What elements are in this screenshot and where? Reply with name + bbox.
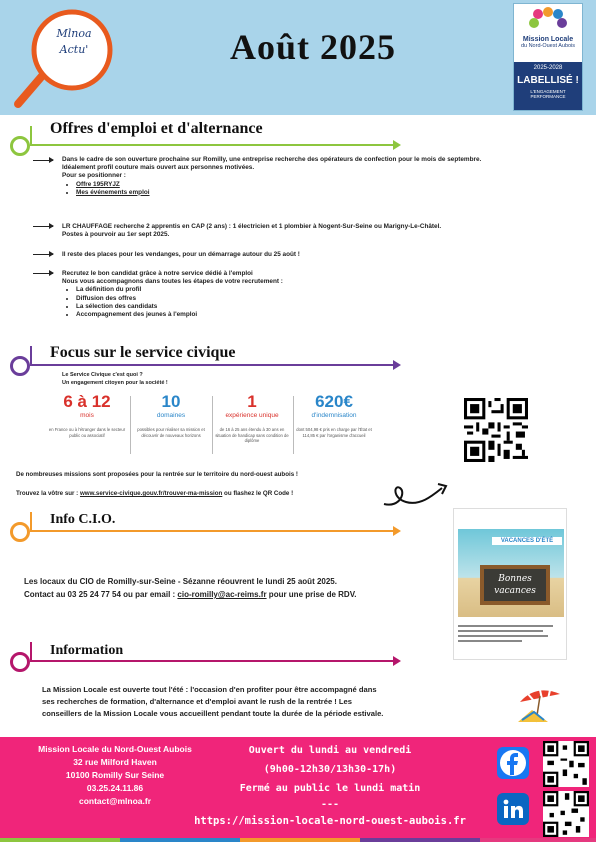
list-item: • Accompagnement des jeunes à l'emploi (76, 311, 582, 319)
label-year: 2025-2028 (533, 65, 563, 71)
label-badge: Mission Locale du Nord-Ouest Aubois 2025-2028 LABELLISÉ ! L'ENGAGEMENT PERFORMANCE (513, 3, 583, 111)
service-civique-link[interactable]: www.service-civique.gouv.fr/trouver-ma-mission (79, 490, 223, 497)
section-circle-info (10, 652, 30, 672)
offres-block-3: Il reste des places pour les vendanges, pour un démarrage autour du 25 août ! (62, 251, 300, 258)
offres-block-4: Recrutez le bon candidat grâce à notre service dédié à l'emploi Nous vous accompagnons dans toutes les étapes de votre recrutement : • La définition du profil • Diffusion des offres • La sélection des candidats • Accompagnement des jeunes à l'emploi (62, 270, 582, 319)
bullet-arrow-icon (33, 160, 53, 161)
stat-duree: 6 à 12 mois en France ou à l'étranger dans le secteur public ou associatif (48, 392, 126, 438)
stat-separator (293, 396, 294, 454)
footer-address: Mission Locale du Nord-Ouest Aubois 32 rue Milford Haven 10100 Romilly Sur Seine 03.25.24.11.86 contact@mlnoa.fr (0, 743, 230, 808)
section-title-cio: Info C.I.O. (50, 512, 116, 527)
civique-intro: Le Service Civique c'est quoi ? Un engagement citoyen pour la société ! (62, 372, 168, 386)
qr-code-footer-2[interactable] (543, 791, 589, 837)
bullet-arrow-icon (33, 254, 53, 255)
section-circle-civique (10, 356, 30, 376)
footer-color-strip (0, 838, 596, 842)
section-line-info (30, 660, 395, 662)
civique-para-2: Trouvez la vôtre sur : www.service-civique.gouv.fr/trouver-ma-mission ou flashez le QR Code ! (16, 490, 294, 497)
arrow-head-icon (393, 656, 401, 666)
footer-hours: Ouvert du lundi au vendredi (9h00-12h30/13h30-17h) Fermé au public le lundi matin --- https://mission-locale-nord-ouest-aubois.fr (180, 741, 480, 831)
section-title-info: Information (50, 643, 124, 658)
header-banner (0, 0, 596, 115)
section-vline-info (30, 642, 32, 661)
footer-email-link[interactable]: contact@mlnoa.fr (78, 796, 152, 806)
section-line-cio (30, 530, 395, 532)
label-word: LABELLISÉ ! (517, 75, 579, 86)
offres-block-2: LR CHAUFFAGE recherche 2 apprentis en CAP (2 ans) : 1 électricien et 1 plombier à Nogent-Sur-Seine ou Marigny-Le-Châtel. Postes à pourvoir au 1er sept 2025. (62, 223, 442, 239)
list-item: • Diffusion des offres (76, 295, 582, 303)
section-title-offres: Offres d'emploi et d'alternance (50, 120, 263, 137)
people-logo-icon (514, 6, 582, 36)
curly-arrow-icon (380, 478, 450, 512)
arrow-head-icon (393, 526, 401, 536)
stat-separator (130, 396, 131, 454)
arrow-head-icon (393, 360, 401, 370)
section-line-offres (30, 144, 395, 146)
bullet-arrow-icon (33, 273, 53, 274)
vacances-poster (453, 508, 567, 660)
cio-email-link[interactable]: cio-romilly@ac-reims.fr (177, 590, 267, 599)
section-circle-offres (10, 136, 30, 156)
poster-title: VACANCES D'ÉTÉ (492, 537, 562, 545)
section-vline-cio (30, 512, 32, 531)
section-circle-cio (10, 522, 30, 542)
offre-link[interactable]: Offre 195RYJZ (76, 180, 120, 188)
qr-code-civique[interactable] (464, 398, 528, 462)
list-item: • La sélection des candidats (76, 303, 582, 311)
beach-umbrella-icon (514, 682, 566, 726)
stat-domaines: 10 domaines possibles pour réaliser sa mission et découvrir de nouveaux horizons (137, 392, 205, 438)
poster-board: Bonnes vacances (480, 565, 550, 605)
list-item: • La définition du profil (76, 286, 582, 294)
magnifier-logo-icon (12, 6, 122, 110)
bullet-arrow-icon (33, 226, 53, 227)
label-tag: L'ENGAGEMENT PERFORMANCE (530, 89, 566, 99)
offres-block-1: Dans le cadre de son ouverture prochaine sur Romilly, une entreprise recherche des opérateurs de confection pour le mois de septembre. Idéalement profil couture mais ouvert aux personnes motivées. Pour se positionner : • Offre 195RYJZ • Mes événements emploi (62, 156, 582, 197)
footer (0, 737, 596, 842)
website-link[interactable]: https://mission-locale-nord-ouest-aubois.fr (194, 815, 466, 827)
stat-separator (212, 396, 213, 454)
section-line-civique (30, 364, 395, 366)
evenements-link[interactable]: Mes événements emploi (76, 188, 150, 196)
stat-indemnisation: 620€ d'indemnisation dont 504,98 € pris en charge par l'État et 114,85 € par l'organisme d'accueil (296, 392, 372, 438)
section-title-civique: Focus sur le service civique (50, 344, 236, 361)
linkedin-icon[interactable] (497, 793, 529, 825)
stat-experience: 1 expérience unique de 16 à 25 ans étendu à 30 ans en situation de handicap sans condition de diplôme (215, 392, 289, 443)
cio-text: Les locaux du CIO de Romilly-sur-Seine - Sézanne réouvrent le lundi 25 août 2025. Contact au 03 25 24 77 54 ou par email : cio-romilly@ac-reims.fr pour une prise de RDV. (24, 577, 357, 599)
page-title: Août 2025 (230, 27, 397, 67)
facebook-icon[interactable] (497, 747, 529, 779)
logo-text: Mlnoa Actu' (56, 27, 92, 56)
section-vline-civique (30, 346, 32, 365)
arrow-head-icon (393, 140, 401, 150)
civique-para-1: De nombreuses missions sont proposées pour la rentrée sur le territoire du nord-ouest aubois ! (16, 471, 298, 478)
section-vline-offres (30, 126, 32, 145)
info-text: La Mission Locale est ouverte tout l'été : l'occasion d'en profiter pour être accompagné dans ses recherches de formation, d'alternance et d'emploi avant le rush de la rentrée ! Les conseillers de la Mission Locale vous accueillent pendant toute la durée de la période estivale. (42, 685, 384, 718)
qr-code-footer[interactable] (543, 741, 589, 787)
